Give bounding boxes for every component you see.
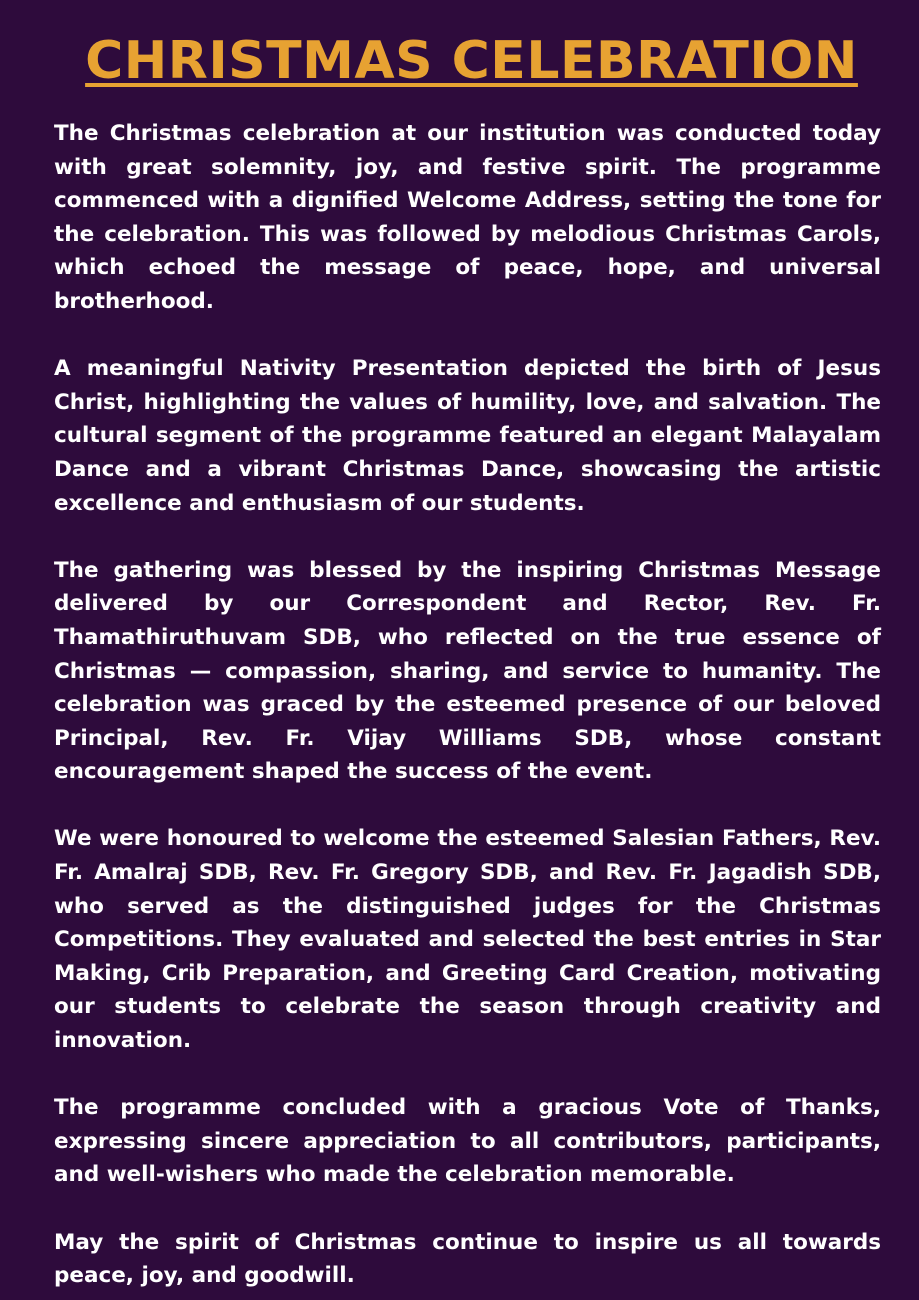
paragraph-closing: May the spirit of Christmas continue to inspire us all towards peace, joy, and goodwill. xyxy=(54,1229,881,1289)
paragraph-judges: We were honoured to welcome the esteemed Salesian Fathers, Rev. Fr. Amalraj SDB, Rev. Fr. Gregory SDB, and Rev. Fr. Jagadish SDB, who served as the distinguished judges for the Christmas Competitions. They evaluated and selected the best entries in Star Making, Crib Preparation, and Greeting Card Creation, motivating our students to celebrate the season through creativity and innovation. xyxy=(54,826,881,1054)
paragraph-nativity: A meaningful Nativity Presentation depicted the birth of Jesus Christ, highlighting the values of humility, love, and salvation. The cultural segment of the programme featured an elegant Malayalam Dance and a vibrant Christmas Dance, showcasing the artistic excellence and enthusiasm of our students. xyxy=(54,356,881,516)
paragraph-opening: The Christmas celebration at our institution was conducted today with great solemnity, joy, and festive spirit. The programme commenced with a dignified Welcome Address, setting the tone for the celebration. This was followed by melodious Christmas Carols, which echoed the message of peace, hope, and universal brotherhood. xyxy=(54,121,881,314)
article-body xyxy=(54,117,881,1293)
paragraph-thanks: The programme concluded with a gracious Vote of Thanks, expressing sincere appreciation to all contributors, participants, and well-wishers who made the celebration memorable. xyxy=(54,1095,881,1188)
page-title: CHRISTMAS CELEBRATION xyxy=(85,31,858,91)
paragraph-message: The gathering was blessed by the inspiring Christmas Message delivered by our Correspondent and Rector, Rev. Fr. Thamathiruthuvam SDB, who reflected on the true essence of Christmas — compassion, sharing, and service to humanity. The celebration was graced by the esteemed presence of our beloved Principal, Rev. Fr. Vijay Williams SDB, whose constant encouragement shaped the success of the event. xyxy=(54,557,881,785)
